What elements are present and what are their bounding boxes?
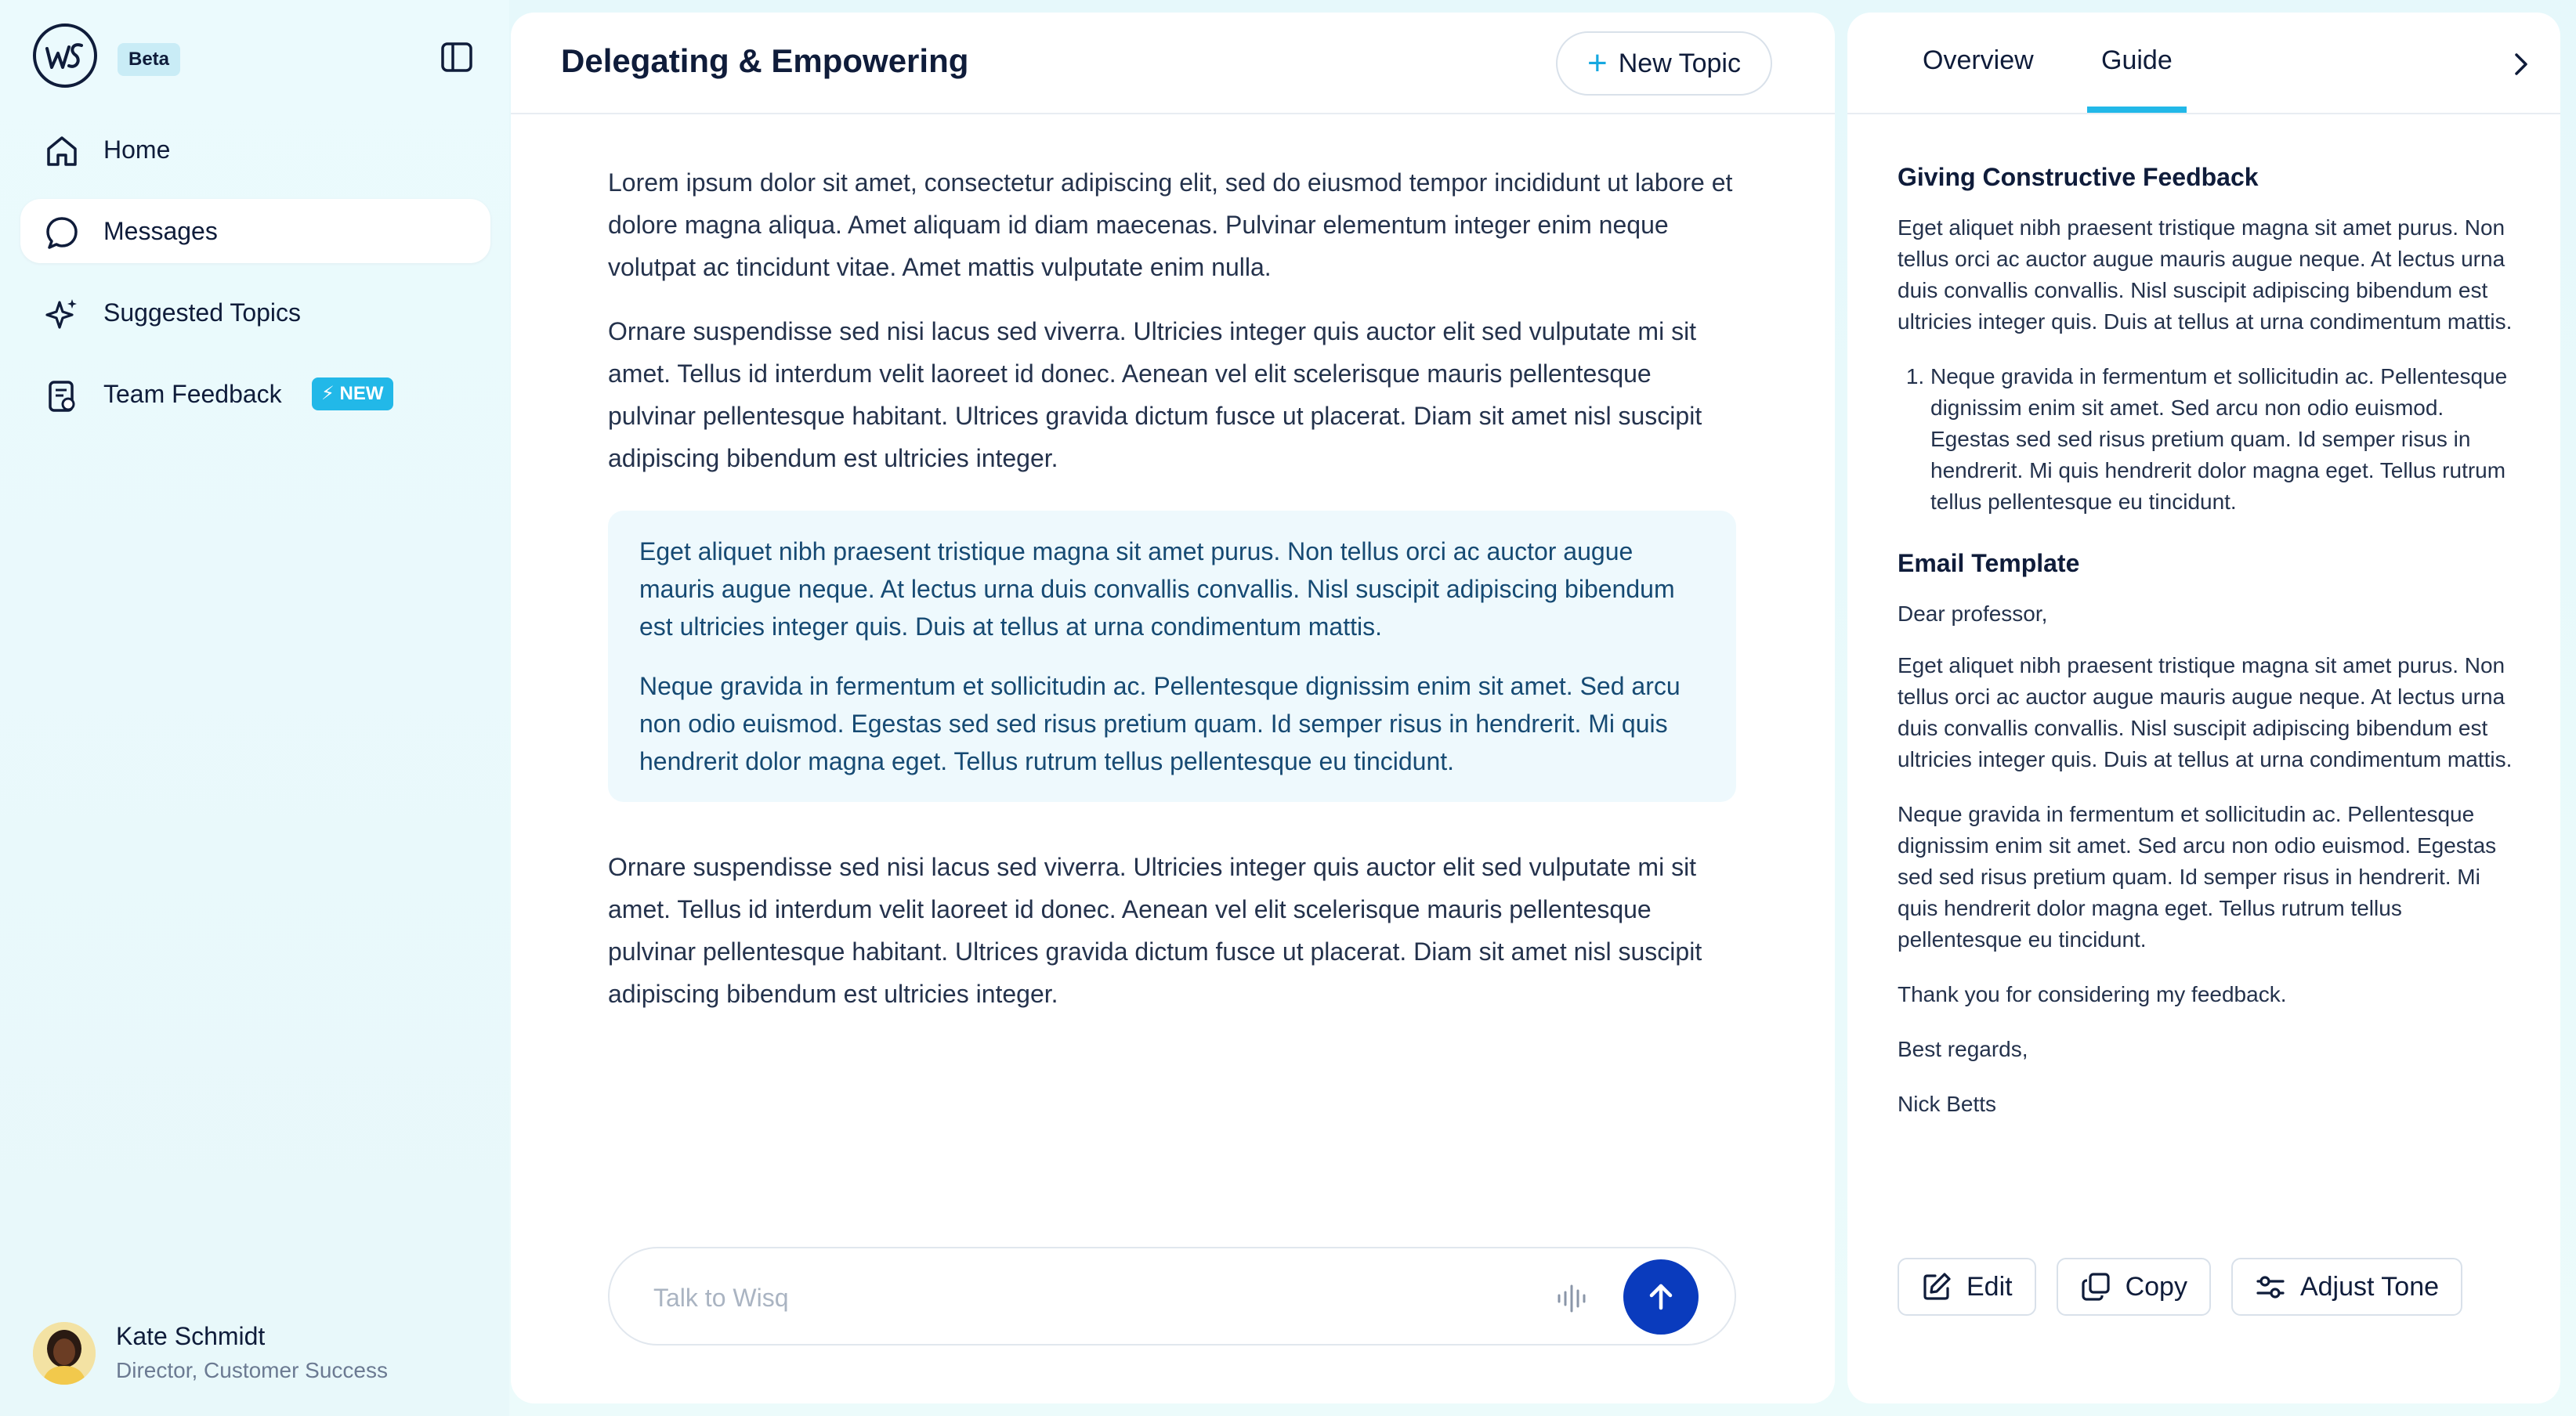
email-signature: Nick Betts [1898,1092,1997,1116]
email-paragraph: Eget aliquet nibh praesent tristique magna sit amet purus. Non tellus orci ac auctor augue mauris augue neque. At lectus urna duis convallis convallis. Nisl suscipit adipiscing bibendum est ultricies integer quis. Duis at tellus at urna condimentum mattis. [1898,653,2513,771]
user-profile[interactable] [33,1316,487,1386]
email-template-heading: Email Template [1898,549,2080,577]
copy-button[interactable] [2057,1258,2211,1316]
home-icon [44,133,80,169]
send-button[interactable] [1623,1259,1699,1335]
new-topic-button[interactable] [1556,31,1772,96]
edit-label: Edit [1966,1271,2013,1302]
new-badge-label: NEW [339,383,384,404]
new-topic-label: New Topic [1618,48,1741,78]
chat-thread [608,161,1736,1037]
email-salutation: Dear professor, [1898,601,2048,626]
sidebar-item-label: Messages [103,216,218,245]
message-input[interactable] [653,1277,1515,1319]
clipboard-icon [44,377,80,414]
guide-panel [1847,13,2560,1403]
assistant-message: Lorem ipsum dolor sit amet, consectetur adipiscing elit, sed do eiusmod tempor incididunt ut labore et dolore magna aliqua. Amet aliquam id diam maecenas. Pulvinar elementum integer enim neque volutpat ac tincidunt vitae. Amet mattis vulputate enim nulla. [608,168,1733,281]
guide-content [1898,163,2516,1143]
guide-actions [1898,1258,2462,1316]
sidebar-item-home[interactable] [20,117,490,182]
user-name: Kate Schmidt [116,1322,266,1350]
guide-paragraph: Eget aliquet nibh praesent tristique magna sit amet purus. Non tellus orci ac auctor augue mauris augue neque. At lectus urna duis convallis convallis. Nisl suscipit adipiscing bibendum est ultricies integer quis. Duis at tellus at urna condimentum mattis. [1898,215,2513,334]
sidebar-item-label: Suggested Topics [103,298,302,327]
sidebar-item-label: Home [103,135,171,164]
chevron-right-icon[interactable] [2505,49,2537,80]
new-badge: ⚡ NEW [312,377,393,410]
message-composer [608,1247,1736,1346]
sidebar-toggle-icon[interactable] [439,39,475,75]
chat-panel [511,13,1835,1403]
chat-bubble-icon [44,215,80,251]
avatar [33,1322,96,1385]
adjust-tone-button[interactable] [2231,1258,2462,1316]
copy-icon [2080,1271,2111,1302]
sliders-icon [2255,1271,2286,1302]
sidebar-item-team-feedback[interactable] [20,362,490,426]
highlighted-message [608,511,1736,802]
assistant-message: Ornare suspendisse sed nisi lacus sed viverra. Ultricies integer quis auctor elit sed vulputate mi sit amet. Tellus id interdum velit laoreet id donec. Aenean vel elit scelerisque mauris pellentesque pulvinar pellentesque habitant. Ultrices gravida dictum fusce ut placerat. Diam sit amet nisl suscipit adipiscing bibendum est ultricies integer. [608,853,1702,1008]
adjust-tone-label: Adjust Tone [2299,1271,2440,1302]
arrow-up-icon [1644,1280,1678,1314]
guide-list [1898,361,2516,518]
plus-icon: + [1587,44,1608,82]
sidebar-item-label: Team Feedback [103,379,282,408]
tab-overview[interactable]: Overview [1923,45,2034,75]
assistant-message: Ornare suspendisse sed nisi lacus sed viverra. Ultricies integer quis auctor elit sed vulputate mi sit amet. Tellus id interdum velit laoreet id donec. Aenean vel elit scelerisque mauris pellentesque pulvinar pellentesque habitant. Ultrices gravida dictum fusce ut placerat. Diam sit amet nisl suscipit adipiscing bibendum est ultricies integer. [608,317,1702,472]
tab-guide[interactable]: Guide [2101,45,2173,75]
list-item: 1. Neque gravida in fermentum et sollicitudin ac. Pellentesque dignissim enim sit amet. Sed arcu non odio euismod. Egestas sed sed risus pretium quam. Id semper risus in hendrerit. Mi quis hendrerit dolor magna eget. Tellus rutrum tellus pellentesque eu tincidunt. [1930,361,2516,518]
sidebar-item-messages[interactable] [20,199,490,263]
sidebar [0,0,509,1416]
logo-icon[interactable] [33,23,97,88]
voice-waveform-icon[interactable] [1554,1281,1589,1316]
sparkles-icon [44,296,80,332]
guide-heading: Giving Constructive Feedback [1898,163,2259,191]
highlighted-paragraph: Eget aliquet nibh praesent tristique magna sit amet purus. Non tellus orci ac auctor augue mauris augue neque. At lectus urna duis convallis convallis. Nisl suscipit adipiscing bibendum est ultricies integer quis. Duis at tellus at urna condimentum mattis. [639,537,1675,641]
email-thanks: Thank you for considering my feedback. [1898,982,2287,1006]
page-title: Delegating & Empowering [561,42,969,79]
chat-header [511,13,1835,114]
email-paragraph: Neque gravida in fermentum et sollicitudin ac. Pellentesque dignissim enim sit amet. Sed arcu non odio euismod. Egestas sed sed risus pretium quam. Id semper risus in hendrerit. Mi quis hendrerit dolor magna eget. Tellus rutrum tellus pellentesque eu tincidunt. [1898,802,2497,952]
email-closing: Best regards, [1898,1037,2028,1061]
sidebar-item-suggested-topics[interactable] [20,280,490,345]
highlighted-paragraph: Neque gravida in fermentum et sollicitudin ac. Pellentesque dignissim enim sit amet. Sed arcu non odio euismod. Egestas sed sed risus pretium quam. Id semper risus in hendrerit. Mi quis hendrerit dolor magna eget. Tellus rutrum tellus pellentesque eu tincidunt. [639,672,1681,775]
beta-badge: Beta [118,43,180,76]
edit-icon [1921,1271,1952,1302]
user-role: Director, Customer Success [116,1358,388,1382]
edit-button[interactable] [1898,1258,2036,1316]
copy-label: Copy [2125,1271,2187,1302]
sidebar-nav [20,117,490,443]
guide-header [1847,13,2560,114]
